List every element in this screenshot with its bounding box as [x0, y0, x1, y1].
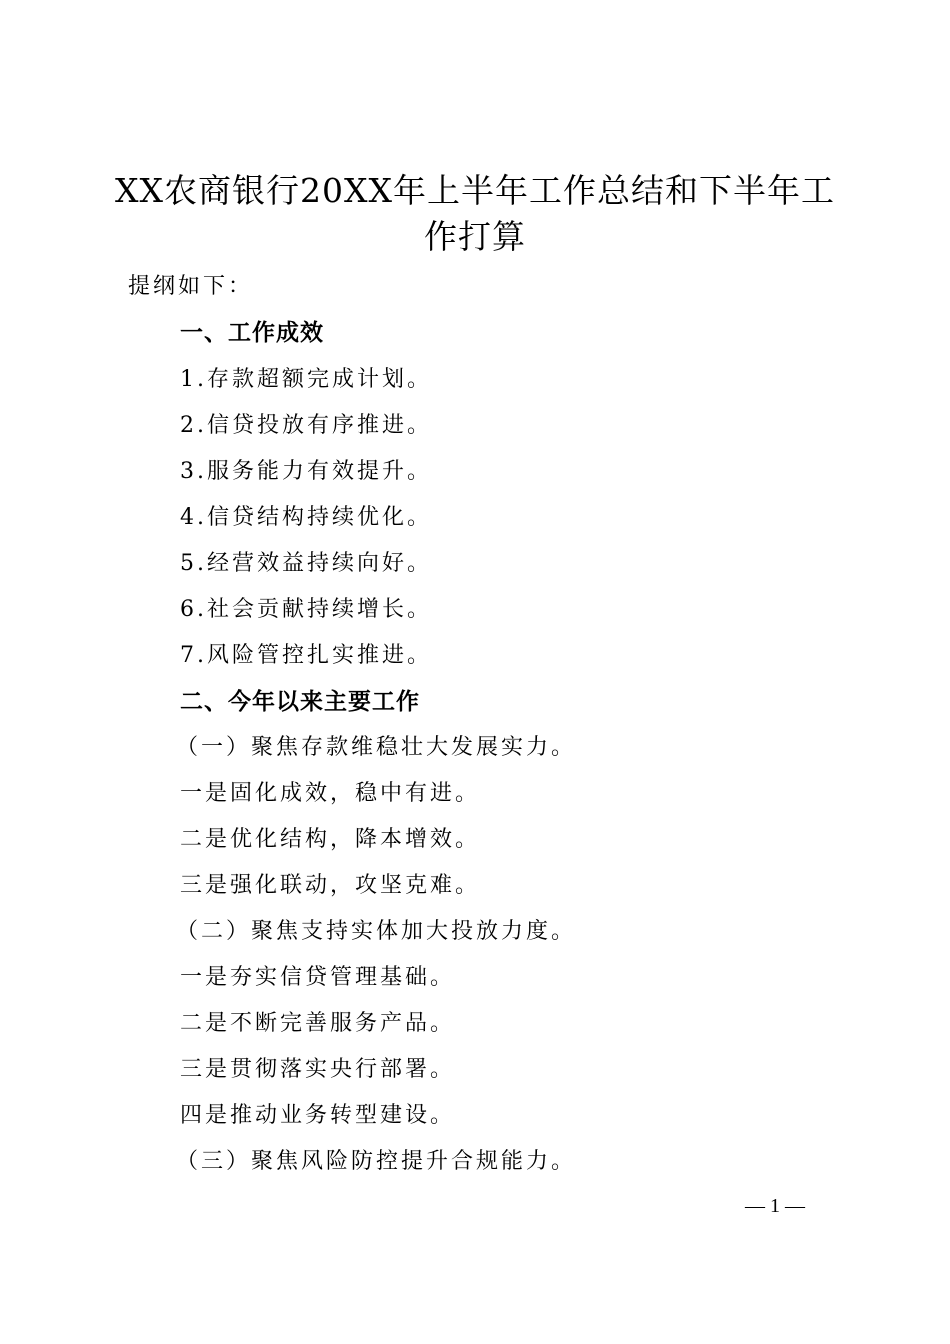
outline-intro: 提纲如下： [128, 274, 254, 299]
list-item: 6.社会贡献持续增长。 [180, 597, 432, 622]
list-item: 二是优化结构，降本增效。 [180, 827, 481, 852]
list-item: 三是贯彻落实央行部署。 [180, 1057, 456, 1082]
section-heading-main-work: 二、今年以来主要工作 [180, 689, 420, 715]
list-item: 三是强化联动，攻坚克难。 [180, 873, 481, 898]
list-item: 7.风险管控扎实推进。 [180, 643, 432, 668]
list-item: 4.信贷结构持续优化。 [180, 505, 432, 530]
list-item: 2.信贷投放有序推进。 [180, 413, 432, 438]
list-item: 1.存款超额完成计划。 [180, 367, 432, 392]
list-item: 一是固化成效，稳中有进。 [180, 781, 481, 806]
list-item: 二是不断完善服务产品。 [180, 1011, 456, 1036]
page-number: — 1 — [745, 1195, 805, 1217]
subsection-heading: （二）聚焦支持实体加大投放力度。 [176, 919, 577, 944]
section-heading-results: 一、工作成效 [180, 320, 324, 346]
list-item: 3.服务能力有效提升。 [180, 459, 432, 484]
document-title: XX农商银行20XX年上半年工作总结和下半年工作打算 [115, 171, 835, 256]
list-item: 5.经营效益持续向好。 [180, 551, 432, 576]
subsection-heading: （一）聚焦存款维稳壮大发展实力。 [176, 735, 577, 760]
subsection-heading: （三）聚焦风险防控提升合规能力。 [176, 1149, 577, 1174]
list-item: 一是夯实信贷管理基础。 [180, 965, 456, 990]
list-item: 四是推动业务转型建设。 [180, 1103, 456, 1128]
